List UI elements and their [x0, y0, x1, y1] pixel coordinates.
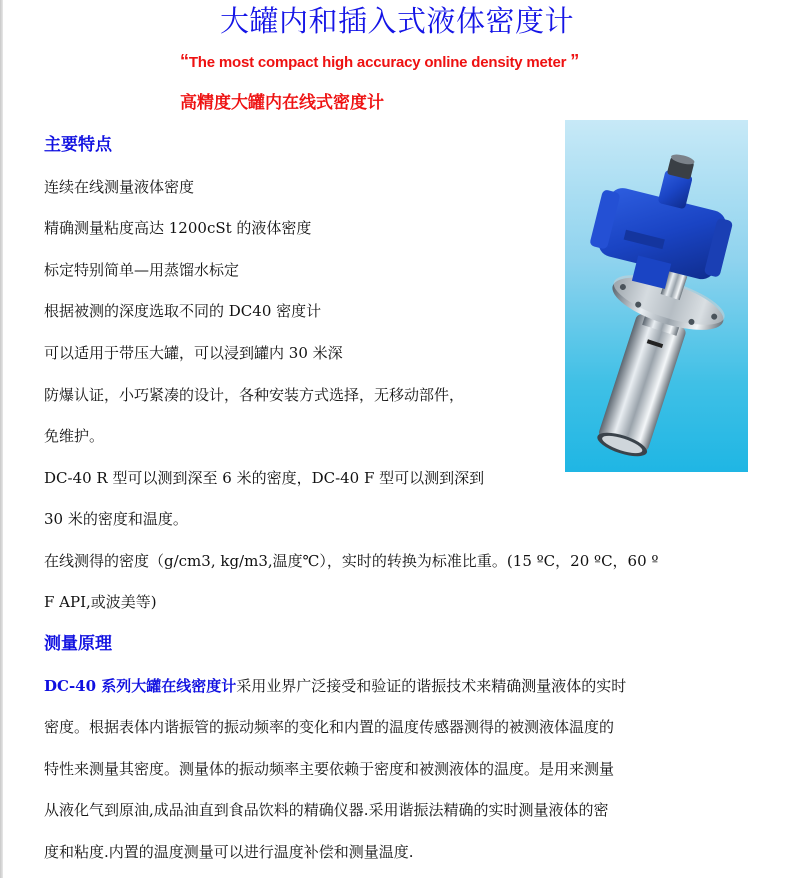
principle-line: 从液化气到原油,成品油直到食品饮料的精确仪器.采用谐振法精确的实时测量液体的密 [44, 801, 609, 819]
feature-line: F API,或波美等) [44, 593, 157, 611]
tagline-text: The most compact high accuracy online density meter [188, 54, 571, 71]
close-quote: ” [570, 51, 579, 71]
feature-line: 连续在线测量液体密度 [44, 178, 195, 196]
product-series-highlight: DC-40 系列大罐在线密度计 [44, 677, 237, 695]
feature-line: 精确测量粘度高达 1200cSt 的液体密度 [44, 219, 312, 237]
feature-line: 免维护。 [44, 427, 105, 445]
feature-line: 根据被测的深度选取不同的 DC40 密度计 [44, 302, 322, 320]
principle-line: 特性来测量其密度。测量体的振动频率主要依赖于密度和被测液体的温度。是用来测量 [44, 760, 615, 778]
feature-line: 标定特别简单—用蒸馏水标定 [44, 261, 240, 279]
chinese-subtitle: 高精度大罐内在线式密度计 [180, 93, 384, 113]
feature-line: 防爆认证，小巧紧凑的设计，各种安装方式选择，无移动部件， [44, 386, 465, 404]
page-title: 大罐内和插入式液体密度计 [219, 4, 574, 38]
principle-text: 采用业界广泛接受和验证的谐振技术来精确测量液体的实时 [236, 677, 627, 695]
principle-heading: 测量原理 [44, 634, 112, 654]
principle-line: 密度。根据表体内谐振管的振动频率的变化和内置的温度传感器测得的被测液体温度的 [44, 718, 615, 736]
features-heading: 主要特点 [44, 135, 112, 155]
principle-line: 度和粘度.内置的温度测量可以进行温度补偿和测量温度. [44, 843, 414, 861]
feature-line: 在线测得的密度（g/cm3, kg/m3,温度℃），实时的转换为标准比重。(15 ºC，20 ºC，60 º [44, 552, 659, 570]
feature-line: 30 米的密度和温度。 [44, 510, 188, 528]
page-edge-rule [0, 0, 3, 878]
feature-line: 可以适用于带压大罐，可以浸到罐内 30 米深 [44, 344, 343, 362]
feature-line: DC-40 R 型可以测到深至 6 米的密度，DC-40 F 型可以测到深到 [44, 469, 485, 487]
english-tagline [180, 50, 579, 74]
density-meter-illustration [565, 120, 748, 472]
open-quote: “ [180, 51, 189, 71]
product-image [565, 120, 748, 472]
principle-line [44, 675, 626, 697]
